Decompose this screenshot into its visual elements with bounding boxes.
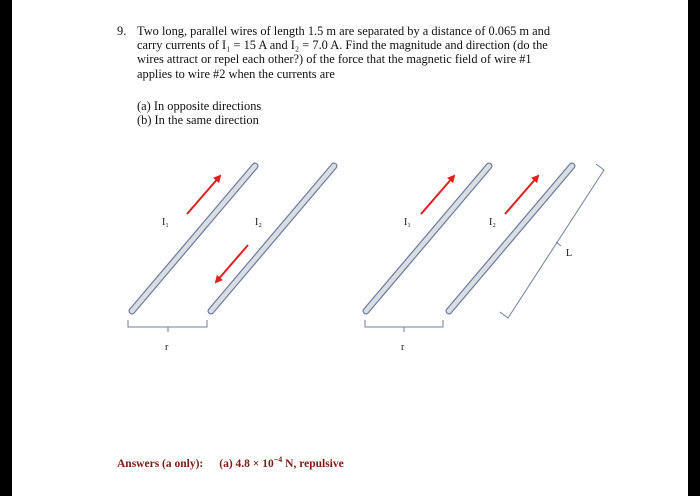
label-i2-left: I₂: [255, 217, 262, 228]
wire-1-left: [132, 166, 255, 311]
label-r-left: r: [165, 342, 169, 353]
separation-bracket-right: [365, 320, 443, 332]
label-i2-right: I₂: [489, 217, 496, 228]
problem-line: Two long, parallel wires of length 1.5 m are separated by a distance of 0.065 m and: [137, 24, 551, 38]
answers-line: [117, 455, 344, 470]
label-i1-right: I₁: [404, 217, 411, 228]
answers-label: Answers (a only):: [117, 457, 204, 470]
problem-number: 9.: [117, 24, 127, 38]
problem-line: applies to wire #2 when the currents are: [137, 66, 335, 81]
label-r-right: r: [401, 342, 405, 353]
label-length: L: [566, 248, 573, 259]
problem-line: wires attract or repel each other?) of the force that the magnetic field of wire #1: [137, 52, 532, 67]
option-b: (b) In the same direction: [137, 113, 259, 127]
separation-bracket-left: [128, 320, 207, 332]
option-a: (a) In opposite directions: [137, 99, 262, 113]
answer-value: (a) $4.8 \times 10^{-4}$ N, repulsive: [219, 455, 344, 470]
problem-line: carry currents of I₁ = 15 A and I₂ = 7.0 A. Find the magnitude and direction (do the: [137, 38, 548, 53]
label-i1-left: I₁: [162, 217, 169, 228]
wire-2-left: [211, 166, 334, 311]
answer-exponent: −4: [273, 455, 283, 464]
